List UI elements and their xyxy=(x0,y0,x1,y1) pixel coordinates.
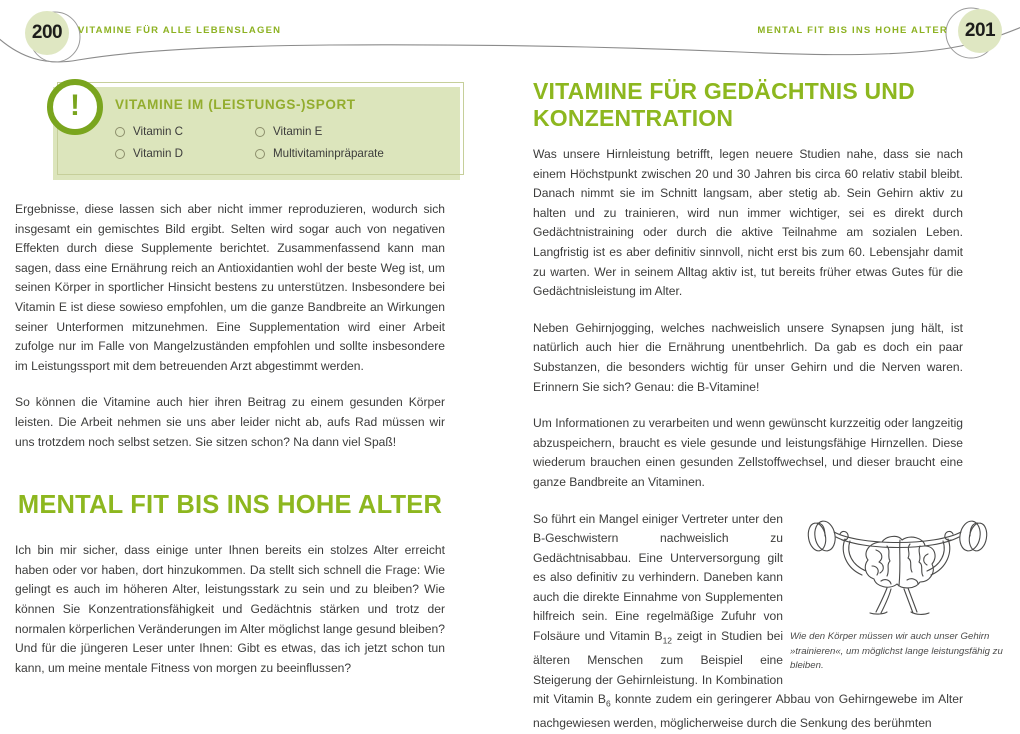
paragraph: Um Informationen zu verarbeiten und wenn gewünscht kurzzeitig oder langzeitig abzuspeichern, braucht es viele gesunde und leistungsfähige Hirnzellen. Diese wiederum brauchen einen gesunden Zellstoffwechsel, und dieser braucht eine ganze Bandbreite an Vitaminen. xyxy=(533,416,963,489)
paragraph: Was unsere Hirnleistung betrifft, legen neuere Studien nahe, dass sie nach einem Höchstpunkt zwischen 20 und 30 Jahren bis circa 60 relativ stabil bleibt. Danach nimmt sie im Schnitt langsam, aber stetig ab. Sein Gehirn aktiv zu halten und zu trainieren, wird nun immer wichtiger, sei es direkt durch Gedächtnistraining oder durch die aktive Teilnahme am sozialen Leben. Langfristig ist es aber definitiv sinnvoll, nicht erst bis zum 60. Lebensjahr damit zu warten. Wer in seinem Alltag aktiv ist, tut bereits früher etwas Gutes für die Gedächtnisleistung im Alter. xyxy=(533,147,963,299)
callout-title: VITAMINE IM (LEISTUNGS-)SPORT xyxy=(115,97,356,112)
brain-lifting-barbell-icon xyxy=(790,512,1005,620)
ring-bullet-icon xyxy=(115,127,125,137)
list-item xyxy=(115,125,255,138)
paragraph: Ich bin mir sicher, dass einige unter Ihnen bereits ein stolzes Alter erreicht haben oder vor haben, dort hinzukommen. Da stellt sich schnell die Frage: Wie gelingt es auch im höheren Alter, leistungsstark zu sein und zu bleiben? Wie können Sie Konzentrationsfähigkeit und Gedächtnis stärken und trotz der normalen körperlichen Veränderungen im Alter möglichst lange gesund bleiben? Und für die jüngeren Leser unter Ihnen: Gibt es etwas, das ich jetzt schon tun kann, um meine mentale Fitness von morgen zu beeinflussen? xyxy=(15,543,445,675)
paragraph-text-part-1: So führt ein Mangel einiger Vertreter unter den B-Geschwistern nachweislich zu Gedächtnisabbau. Eine Unterversorgung gilt es also definitiv zu verhindern. Daneben kann auch die direkte Einnahme von Supplementen hilfreich sein. Eine regelmäßige Zufuhr von Folsäure und Vitamin B xyxy=(533,511,783,644)
figure-caption: Wie den Körper müssen wir auch unser Gehirn »trainieren«, um möglichst lange leistungsfähig zu bleiben. xyxy=(790,631,1003,671)
figure-brain-weightlifter xyxy=(790,512,1005,674)
paragraph-text-part-2: zeigt in Studien bei älteren Menschen zum Beispiel eine Steigerung der Gehirnleistung. In Kombination mit Vitamin B xyxy=(533,629,784,707)
left-column xyxy=(15,200,445,678)
callout-box xyxy=(47,79,466,177)
list-item-label: Vitamin D xyxy=(133,147,184,160)
subscript-12: 12 xyxy=(662,635,673,646)
header-wave-divider xyxy=(0,0,1020,72)
callout-content xyxy=(115,97,455,160)
paragraph-text-part-3: konnte zudem ein geringerer Abbau von Gehirngewebe im Alter nachgewiesen werden, möglicherweise durch die Senkung des berühmten xyxy=(533,692,963,731)
ring-bullet-icon xyxy=(115,149,125,159)
paragraph: Ergebnisse, diese lassen sich aber nicht immer reproduzieren, wodurch sich insgesamt ein gemischtes Bild ergibt. Selten wird sogar auch von negativen Effekten durch diese Supplemente berichtet. Zusammenfassend kann man sagen, dass eine Ernährung reich an Antioxidantien wohl der beste Weg ist, um seinen Körper in sportlicher Hinsicht bestens zu unterstützen. Insbesondere bei Vitamin E ist diese sowieso empfohlen, um die ganze Bandbreite an Wirkungen seiner Unterformen mitzunehmen. Eine Supplementation wird einer Arbeit zufolge nur im Falle von Mangelzuständen empfohlen und sollte insbesondere im Leistungssport mit dem betreuenden Arzt abgestimmt werden. xyxy=(15,202,445,373)
page-number-left: 200 xyxy=(25,11,69,55)
list-item xyxy=(255,147,455,160)
section-heading: MENTAL FIT BIS INS HOHE ALTER xyxy=(17,491,443,520)
ring-bullet-icon xyxy=(255,149,265,159)
paragraph: So können die Vitamine auch hier ihren Beitrag zu einem gesunden Körper leisten. Die Arbeit nehmen sie uns aber leider nicht ab, aufs Rad müssen wir uns trotzdem noch selbst setzen. Sie sitzen schon? Na dann viel Spaß! xyxy=(15,395,445,449)
ring-bullet-icon xyxy=(255,127,265,137)
list-item-label: Multivitaminpräparate xyxy=(273,147,384,160)
list-item-label: Vitamin E xyxy=(273,125,323,138)
running-head-right: MENTAL FIT BIS INS HOHE ALTER xyxy=(757,25,948,36)
callout-list xyxy=(115,125,455,160)
section-heading: VITAMINE FÜR GEDÄCHTNIS UND KONZENTRATION xyxy=(533,78,915,131)
page-number-right: 201 xyxy=(958,9,1002,53)
exclamation-glyph: ! xyxy=(70,89,80,122)
list-item xyxy=(115,147,255,160)
running-head-left: VITAMINE FÜR ALLE LEBENSLAGEN xyxy=(78,25,282,36)
paragraph: Neben Gehirnjogging, welches nachweislich unsere Synapsen jung hält, ist natürlich auch hier die Ernährung unentbehrlich. Da gab es doch ein paar Substanzen, die besonders wichtig für unser Gehirn und die Nerven waren. Erinnern Sie sich? Genau: die B-Vitamine! xyxy=(533,320,963,394)
exclamation-icon xyxy=(47,79,103,135)
list-item-label: Vitamin C xyxy=(133,125,184,138)
list-item xyxy=(255,125,455,138)
subscript-6: 6 xyxy=(605,698,611,709)
